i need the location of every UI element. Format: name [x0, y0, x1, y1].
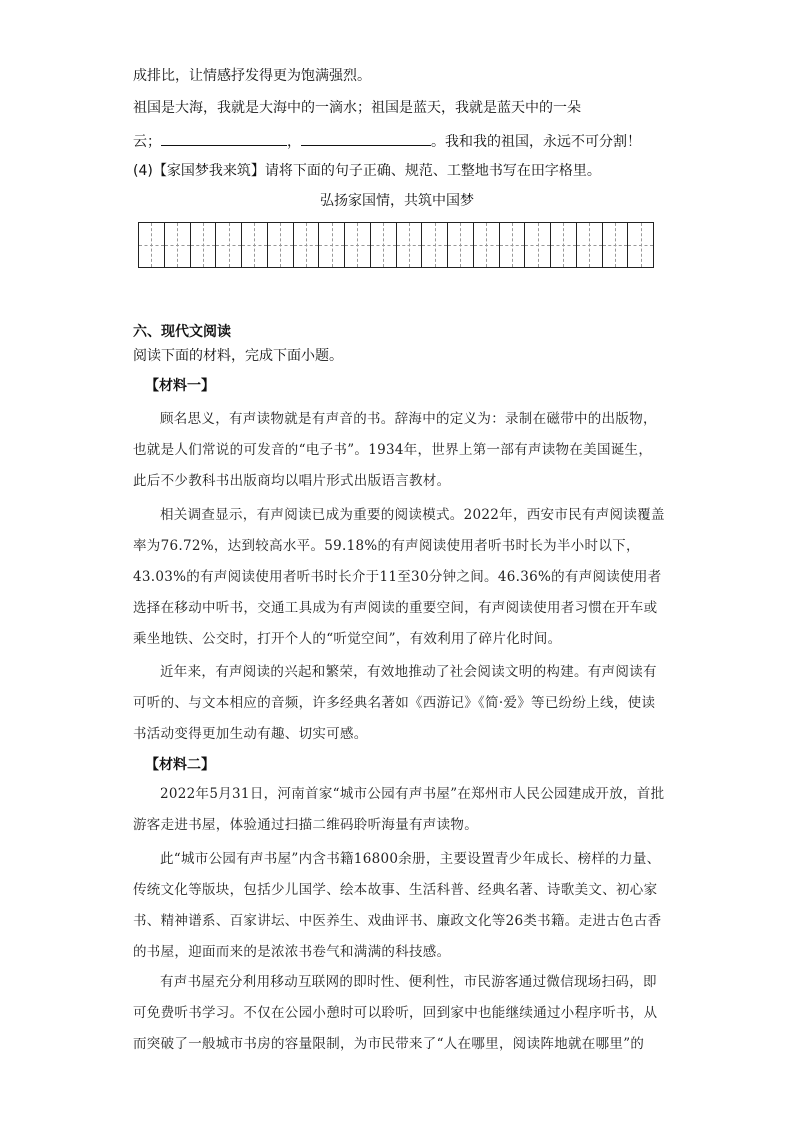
grid-cell[interactable]: [396, 223, 422, 267]
answer-blank-2[interactable]: [301, 131, 431, 146]
top-line-1: 成排比，让情感抒发得更为饱满强烈。: [133, 68, 371, 84]
grid-cell[interactable]: [139, 223, 164, 267]
top-line-2: 祖国是大海，我就是大海中的一滴水；祖国是蓝天，我就是蓝天中的一朵: [133, 100, 581, 116]
line3-prefix: 云；: [133, 134, 161, 150]
grid-cell[interactable]: [576, 223, 602, 267]
grid-cell[interactable]: [499, 223, 525, 267]
grid-cell[interactable]: [190, 223, 216, 267]
grid-cell[interactable]: [344, 223, 370, 267]
grid-cell[interactable]: [164, 223, 190, 267]
material2-paragraph-1: 2022年5月31日，河南首家“城市公园有声书屋”在郑州市人民公园建成开放，首批游客走进书屋，体验通过扫描二维码聆听海量有声读物。: [133, 786, 665, 833]
grid-cell[interactable]: [550, 223, 576, 267]
material1-paragraph-3: 近年来，有声阅读的兴起和繁荣，有效地推动了社会阅读文明的构建。有声阅读有可听的、与文本相应的音频，许多经典名著如《西游记》《简·爱》等已纷纷上线，使读书活动变得更加生动有趣、切实可感。: [133, 664, 657, 742]
section-intro: 阅读下面的材料，完成下面小题。: [133, 348, 343, 364]
grid-cell[interactable]: [215, 223, 241, 267]
grid-cell[interactable]: [473, 223, 499, 267]
material1-label: 【材料一】: [145, 378, 215, 394]
material1-paragraph-1: 顾名思义，有声读物就是有声音的书。辞海中的定义为：录制在磁带中的出版物，也就是人们常说的可发音的“电子书”。1934年，世界上第一部有声读物在美国诞生，此后不少教科书出版商均以唱片形式出版语言教材。: [133, 411, 657, 489]
material2-paragraph-3: 有声书屋充分利用移动互联网的即时性、便利性，市民游客通过微信现场扫码，即可免费听书学习。不仅在公园小憩时可以聆听，回到家中也能继续通过小程序听书，从而突破了一般城市书房的容量限制，为市民带来了“人在哪里，阅读阵地就在哪里”的: [133, 974, 658, 1052]
grid-cell[interactable]: [370, 223, 396, 267]
answer-blank-1[interactable]: [161, 131, 287, 146]
grid-cell[interactable]: [524, 223, 550, 267]
material1-paragraph-2: 相关调查显示，有声阅读已成为重要的阅读模式。2022年，西安市民有声阅读覆盖率为76.72%，达到较高水平。59.18%的有声阅读使用者听书时长为半小时以下，43.03%的有声阅读使用者听书时长介于11至30分钟之间。46.36%的有声阅读使用者选择在移动中听书，交通工具成为有声阅读的重要空间，有声阅读使用者习惯在开车或乘坐地铁、公交时，打开个人的“听觉空间”，有效利用了碎片化时间。: [133, 507, 665, 647]
tianzi-grid[interactable]: [138, 222, 654, 268]
question-4: (4)【家国梦我来筑】请将下面的句子正确、规范、工整地书写在田字格里。: [133, 163, 601, 179]
section-title: 六、现代文阅读: [133, 324, 231, 340]
grid-cell[interactable]: [293, 223, 319, 267]
slogan: 弘扬家国情，共筑中国梦: [320, 193, 474, 209]
line3-suffix: 。我和我的祖国，永远不可分割！: [431, 134, 641, 150]
grid-cell[interactable]: [318, 223, 344, 267]
grid-cell[interactable]: [241, 223, 267, 267]
line3-sep: ，: [287, 134, 301, 150]
grid-cell[interactable]: [447, 223, 473, 267]
grid-cell[interactable]: [267, 223, 293, 267]
grid-cell[interactable]: [627, 223, 653, 267]
grid-cell[interactable]: [421, 223, 447, 267]
top-line-3: [133, 131, 641, 152]
material2-paragraph-2: 此“城市公园有声书屋”内含书籍16800余册，主要设置青少年成长、榜样的力量、传统文化等版块，包括少儿国学、绘本故事、生活科普、经典名著、诗歌美文、初心家书、精神谱系、百家讲坛、中医养生、戏曲评书、廉政文化等26类书籍。走进古色古香的书屋，迎面而来的是浓浓书卷气和满满的科技感。: [133, 851, 662, 960]
material2-label: 【材料二】: [145, 757, 215, 773]
grid-cell[interactable]: [602, 223, 628, 267]
